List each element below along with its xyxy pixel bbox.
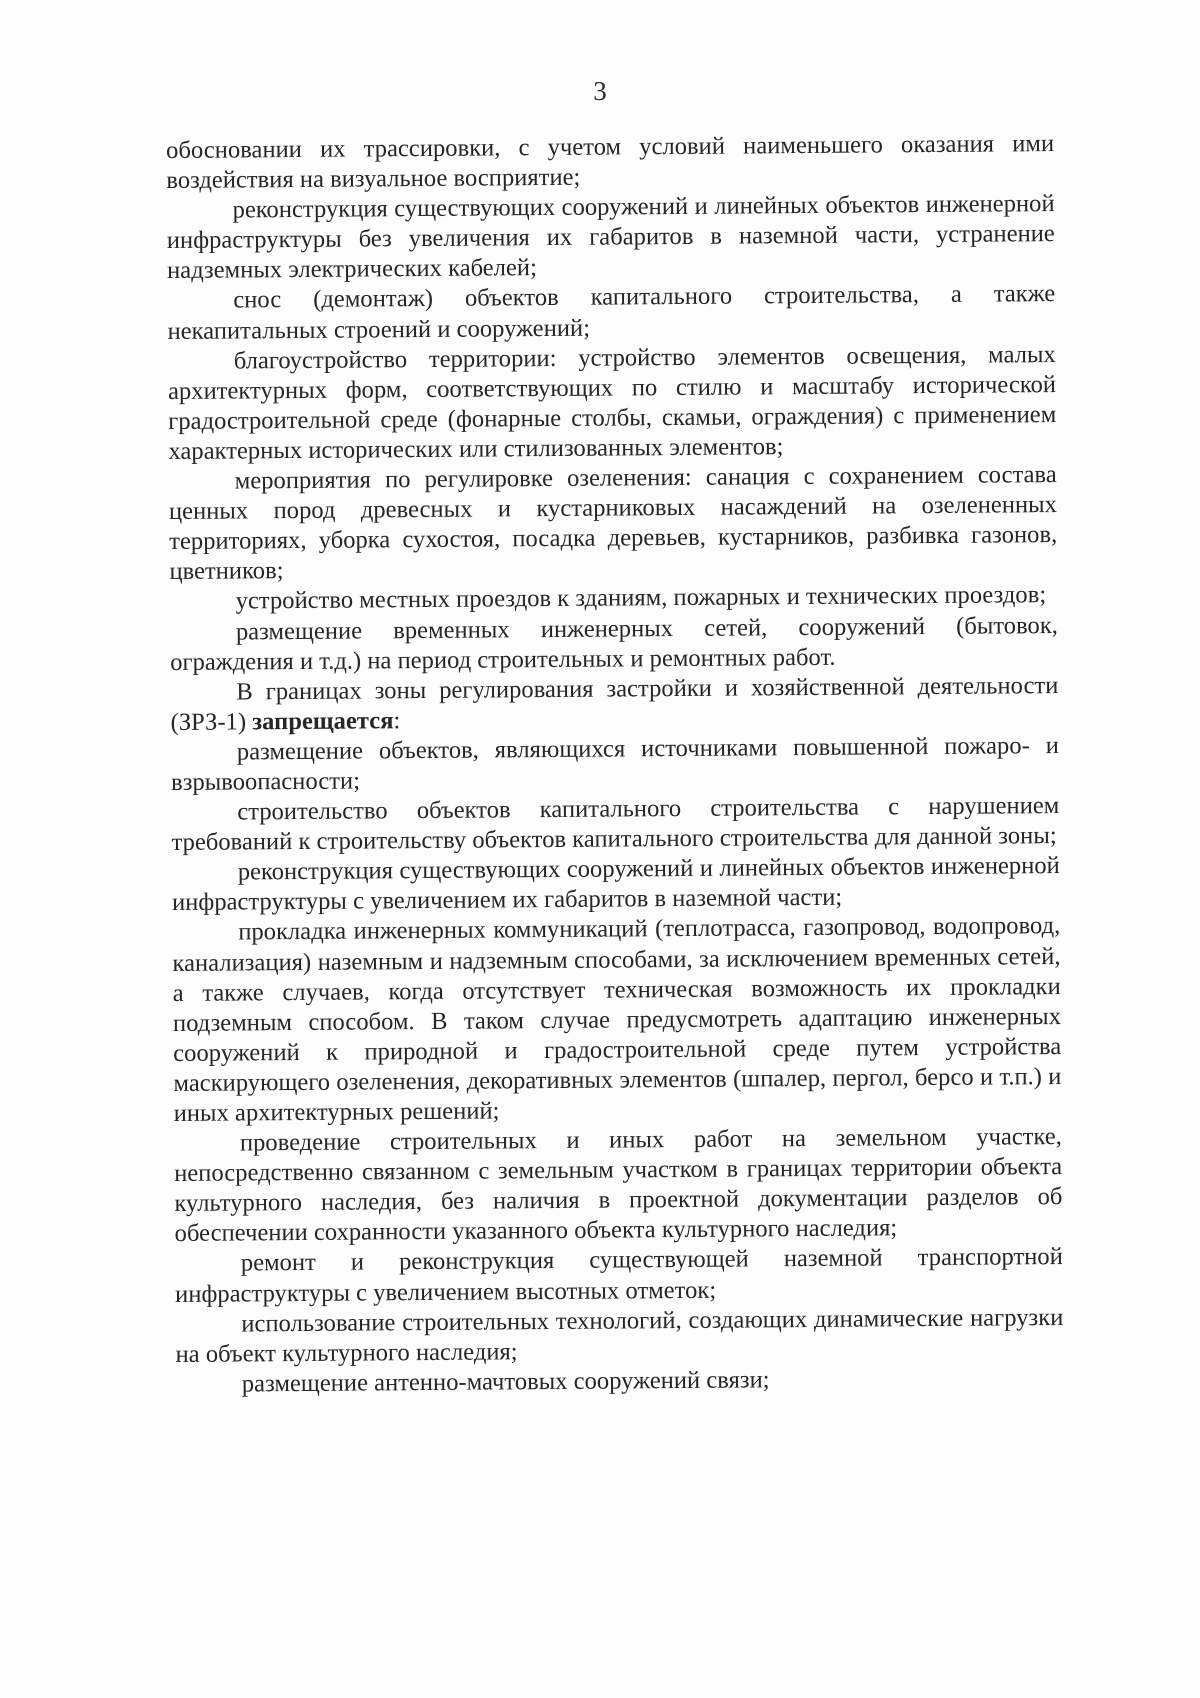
paragraph-11: реконструкция существующих сооружений и линейных объектов инженерной инфраструктуры с увеличением их габаритов в наземной части; [171, 852, 1060, 917]
paragraph-6: устройство местных проездов к зданиям, пожарных и технических проездов; [235, 581, 1047, 615]
paragraph-8 [170, 671, 1058, 738]
prohibited-keyword: запрещается [252, 707, 394, 736]
paragraph-3: снос (демонтаж) объектов капитального строительства, а также некапитальных строений и сооружений; [167, 280, 1056, 345]
paragraph-5: мероприятия по регулировке озеленения: санация с сохранением состава ценных пород древесных и кустарниковых насаждений на озелененных территориях, уборка сухостоя, посадка деревьев, кустарников, разбивка газонов, цветников; [168, 461, 1058, 586]
document-body [166, 129, 1064, 1400]
paragraph-4: благоустройство территории: устройство элементов освещения, малых архитектурных форм, соответствующих по стилю и масштабу исторической градостроительной среде (фонарные столбы, скамьи, ограждения) с применением характерных исторических или стилизованных элементов; [167, 340, 1057, 465]
paragraph-2: реконструкция существующих сооружений и линейных объектов инженерной инфраструктуры без увеличения их габаритов в наземной части, устранение надземных электрических кабелей; [166, 190, 1055, 285]
paragraph-8-lead: В границах зоны регулирования застройки и хозяйственной деятельности (ЗРЗ-1) [170, 671, 1059, 736]
paragraph-1: обосновании их трассировки, с учетом условий наименьшего оказания ими воздействия на визуальное восприятие; [166, 130, 1055, 195]
paragraph-12: прокладка инженерных коммуникаций (теплотрасса, газопровод, водопровод, канализация) наземным и надземным способами, за исключением временных сетей, а также случаев, когда отсутствует техническая возможность их прокладки подземным способом. В таком случае предусмотреть адаптацию инженерных сооружений к природной и градостроительной среде путем устройства маскирующего озеленения, декоративных элементов (шпалер, пергол, берсо и т.п.) и иных архитектурных решений; [172, 912, 1062, 1127]
paragraph-14: ремонт и реконструкция существующей наземной транспортной инфраструктуры с увеличением высотных отметок; [174, 1243, 1063, 1308]
paragraph-13: проведение строительных и иных работ на земельном участке, непосредственно связанном с земельным участком в границах территории объекта культурного наследия, без наличия в проектной документации разделов об обеспечении сохранности указанного объекта культурного наследия; [174, 1123, 1063, 1248]
paragraph-7: размещение временных инженерных сетей, сооружений (бытовок, ограждения и т.д.) на период строительных и ремонтных работ. [170, 611, 1058, 676]
paragraph-10: строительство объектов капитального строительства с нарушением требований к строительству объектов капитального строительства для данной зоны; [171, 792, 1060, 857]
paragraph-16: размещение антенно-мачтовых сооружений связи; [241, 1366, 770, 1398]
paragraph-8-tail: : [393, 706, 401, 735]
paragraph-9: размещение объектов, являющихся источниками повышенной пожаро- и взрывоопасности; [170, 731, 1059, 796]
page-number: 3 [593, 76, 607, 106]
paragraph-15: использование строительных технологий, создающих динамические нагрузки на объект культурного наследия; [175, 1303, 1064, 1368]
